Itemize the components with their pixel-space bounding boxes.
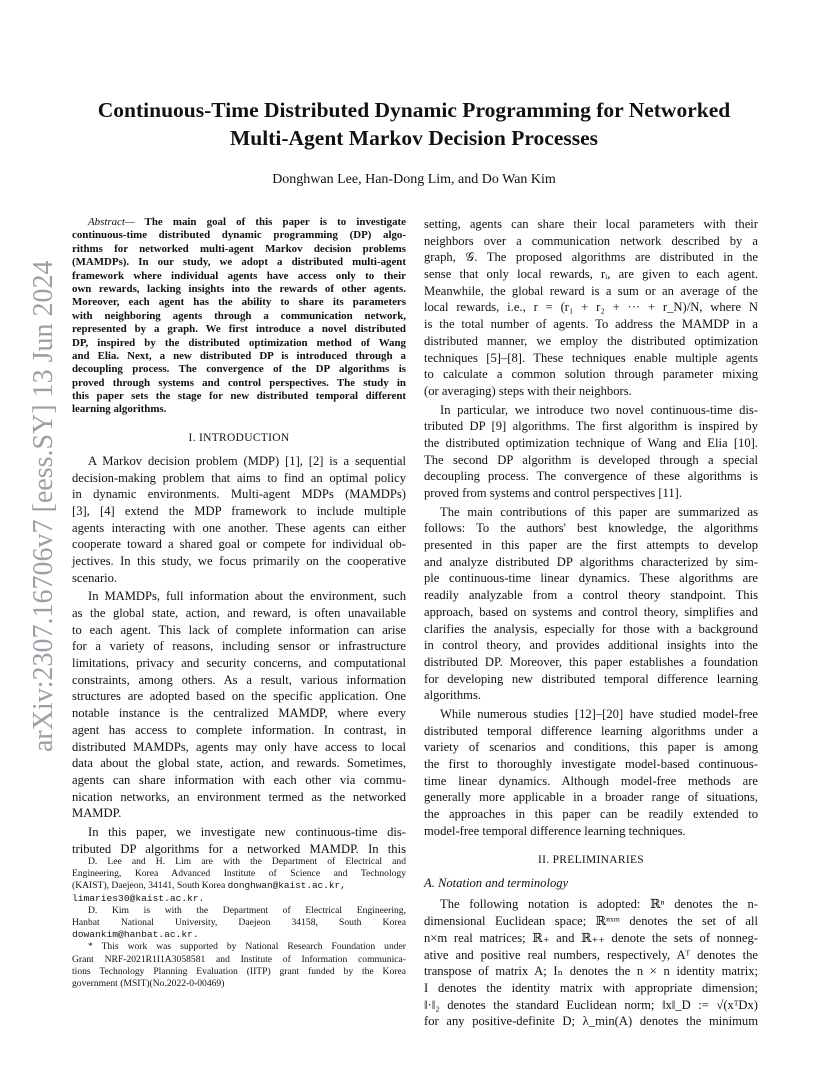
email-link[interactable]: limaries30@kaist.ac.kr.: [72, 892, 205, 904]
abstract-line: DP, inspired by the distributed optimization method of Wang: [72, 336, 406, 349]
text-line: variety of scenarios and conditions, this paper is among: [424, 740, 758, 755]
paragraph: [424, 504, 758, 704]
footnote-line: Grant NRF-2021R1I1A3058581 and Institute of Information communica-: [72, 953, 406, 965]
text-line: for any positive-definite D; λ_min(A) denotes the minimum: [424, 1014, 758, 1029]
text-line: distributed temporal difference learning algorithms under a: [424, 723, 758, 738]
text-line: readily analyzable from a control theory standpoint. This: [424, 588, 758, 603]
abstract-line: own rewards, lacking insights into the rewards of other agents.: [72, 282, 406, 295]
abstract-lead: Abstract—: [88, 216, 135, 228]
arxiv-stamp: [18, 240, 62, 760]
text-line: The main contributions of this paper are summarized as: [440, 504, 758, 519]
text-line: time linear dynamics. Although model-free methods are: [424, 773, 758, 788]
text-line: agents can share information with each other via commu-: [72, 772, 406, 787]
text-line: In particular, we introduce two novel continuous-time dis-: [440, 402, 758, 417]
footnote-line: [72, 880, 406, 892]
text-line: Meanwhile, the global reward is a sum or an average of the: [424, 283, 758, 298]
text-line: notable instance is the centralized MAMDP, where every: [72, 706, 406, 721]
text-line: distributed manner, we employ the distributed optimization: [424, 333, 758, 348]
text-line: jectives. In this study, we focus primarily on the cooperative: [72, 553, 406, 568]
abstract-line: [72, 216, 406, 229]
abstract-line: represented by a graph. We first introduce a novel distributed: [72, 323, 406, 336]
text-line: generally more applicable in a broader range of situations,: [424, 790, 758, 805]
text-line: dimensional Euclidean space; ℝⁿˣᵐ denotes the set of all: [424, 914, 758, 929]
text-line: to each agent. This lack of complete information can arise: [72, 622, 406, 637]
text-line: proved from systems and control perspectives [11].: [424, 486, 682, 500]
text-line: decision-making problem that aims to find an optimal policy: [72, 470, 406, 485]
text-line: While numerous studies [12]–[20] have studied model-free: [440, 706, 758, 721]
text-line: is the total number of agents. To address the MAMDP in a: [424, 317, 758, 332]
paragraph: [72, 824, 406, 857]
text-line: MAMDP.: [72, 806, 122, 821]
abstract-text: The main goal of this paper is to investigate: [134, 216, 406, 228]
footnote-line: government (MSIT)(No.2022-0-00469): [72, 977, 225, 989]
abstract-line: this paper sets the stage for new distributed temporal different: [72, 390, 406, 403]
footnote-line: D. Kim is with the Department of Electrical Engineering,: [88, 904, 406, 916]
text-line: constraints, among others. As a result, various information: [72, 672, 406, 687]
footnote-line: * This work was supported by National Research Foundation under: [88, 941, 406, 953]
text-line: A Markov decision problem (MDP) [1], [2] is a sequential: [88, 453, 406, 468]
footnote-text: (KAIST), Daejeon, 34141, South Korea: [72, 880, 228, 892]
text-line: I denotes the identity matrix with appropriate dimension;: [424, 980, 758, 995]
text-line: ‖·‖₂ denotes the standard Euclidean norm; ‖x‖_D := √(xᵀDx): [424, 997, 758, 1012]
right-column: [424, 216, 758, 1030]
abstract-line: learning algorithms.: [72, 403, 167, 416]
paper-title: [60, 96, 768, 152]
paragraph: [424, 896, 758, 1030]
text-line: presented in this paper are the first attempts to develop: [424, 538, 758, 553]
email-link[interactable]: donghwan@kaist.ac.kr,: [227, 880, 346, 892]
paragraph: [72, 588, 406, 822]
text-line: (or averaging) steps with their neighbors.: [424, 383, 632, 398]
text-line: for developing new distributed temporal difference learning: [424, 671, 758, 686]
abstract-line: (MAMDPs). In our study, we adopt a distributed multi-agent: [72, 256, 406, 269]
footnote-line: D. Lee and H. Lim are with the Department of Electrical and: [88, 856, 406, 867]
section-heading-preliminaries: II. PRELIMINARIES: [537, 854, 645, 867]
text-line: data about the global state, action, and rewards. Sometimes,: [72, 756, 406, 771]
text-line: the approaches in this paper can be readily extended to: [424, 807, 758, 822]
paragraph: [424, 402, 758, 502]
text-line: scenario.: [72, 570, 118, 585]
section-heading-introduction: I. INTRODUCTION: [188, 431, 290, 444]
abstract-line: with neighboring agents through a communication network,: [72, 309, 406, 322]
text-line: nication networks, an environment termed as the networked: [72, 789, 406, 804]
footnote-line: Engineering, Korea Advanced Institute of Science and Technology: [72, 868, 406, 880]
title-line-1: Continuous-Time Distributed Dynamic Programming for Networked: [97, 98, 731, 122]
text-line: neighbors over a communication network described by a: [424, 233, 758, 248]
text-line: n×m real matrices; ℝ₊ and ℝ₊₊ denote the sets of nonneg-: [424, 930, 758, 945]
text-line: local rewards, i.e., r = (r₁ + r₂ + ··· + r_N)/N, where N: [424, 300, 758, 315]
footnotes: [72, 856, 406, 990]
abstract-line: Moreover, each agent has the ability to share its parameters: [72, 296, 406, 309]
footnote-line: tions Technology Planning Evaluation (IITP) grant funded by the Korea: [72, 965, 406, 977]
text-line: and analyze distributed DP algorithms characterized by sim-: [424, 554, 758, 569]
paragraph: [424, 706, 758, 840]
left-column: [72, 216, 406, 857]
abstract-line: framework where individual agents have access only to their: [72, 269, 406, 282]
text-line: agent has access to complete information. In contrast, in: [72, 722, 406, 737]
text-line: approach, based on systems and control theory, simplifies and: [424, 604, 758, 619]
text-line: distributed MAMDPs, agents may only have access to local: [72, 739, 406, 754]
text-line: for a variety of reasons, including sensor or infrastructure: [72, 639, 406, 654]
text-line: in control theory, and provides additional insights into the: [424, 638, 758, 653]
abstract-line: proved through systems and control perspectives. The study in: [72, 376, 406, 389]
arxiv-stamp-text: arXiv:2307.16706v7 [eess.SY] 13 Jun 2024: [28, 260, 59, 752]
text-line: The following notation is adopted: ℝⁿ denotes the n-: [440, 897, 758, 912]
text-line: algorithms.: [424, 688, 482, 703]
text-line: setting, agents can share their local parameters with their: [424, 217, 758, 231]
abstract-line: decoupling process. The convergence of the DP algorithms is: [72, 363, 406, 376]
text-line: transpose of matrix A; Iₙ denotes the n × n identity matrix;: [424, 964, 758, 979]
abstract-line: and Elia. Next, a new distributed DP is introduced through a: [72, 349, 406, 362]
abstract: [72, 216, 406, 417]
text-line: decoupling process. The convergence of these algorithms is: [424, 469, 758, 484]
text-line: model-free temporal difference learning techniques.: [424, 823, 686, 838]
text-line: distributed DP. Moreover, this paper establishes a foundation: [424, 654, 758, 669]
footnote-line: Hanbat National University, Daejeon 34158, South Korea: [72, 916, 406, 928]
text-line: In MAMDPs, full information about the environment, such: [88, 589, 406, 604]
text-line: to calculate a common solution through parameter mixing: [424, 367, 758, 382]
title-line-2: Multi-Agent Markov Decision Processes: [229, 126, 599, 150]
text-line: ative and positive real numbers, respectively, Aᵀ denotes the: [424, 947, 758, 962]
text-line: in dynamic environments. Multi-agent MDPs (MAMDPs): [72, 487, 406, 502]
abstract-line: continuous-time distributed dynamic programming (DP) algo-: [72, 229, 406, 242]
text-line: the first to thoroughly investigate model-based continuous-: [424, 757, 758, 771]
text-line: structures are adopted based on the specific application. One: [72, 689, 406, 704]
text-line: The second DP algorithm is developed through a special: [424, 452, 758, 467]
text-line: In this paper, we investigate new continuous-time dis-: [88, 824, 406, 839]
paragraph: [424, 216, 758, 400]
text-line: limitations, privacy and security concerns, and computational: [72, 656, 406, 671]
text-line: cooperate toward a shared goal or compete for individual ob-: [72, 537, 406, 552]
text-line: ple continuous-time linear dynamics. These algorithms are: [424, 571, 758, 586]
text-line: tributed DP algorithms for a networked MAMDP. In this: [72, 841, 406, 856]
text-line: follows: To the authors' best knowledge, the algorithms: [424, 521, 758, 536]
author-list: Donghwan Lee, Han-Dong Lim, and Do Wan Kim: [272, 172, 556, 187]
subsection-heading-notation: A. Notation and terminology: [424, 876, 569, 891]
text-line: sense that only local rewards, rᵢ, are given to each agent.: [424, 267, 758, 282]
text-line: [3], [4] extend the MDP framework to include multiple: [72, 503, 406, 518]
text-line: agents interacting with one another. These agents can either: [72, 520, 406, 535]
text-line: as the global state, action, and reward, is often unavailable: [72, 606, 406, 621]
text-line: tributed DP [9] algorithms. The first algorithm is inspired by: [424, 419, 758, 434]
paragraph: [72, 453, 406, 587]
text-line: the distributed optimization technique of Wang and Elia [10].: [424, 435, 758, 450]
text-line: clarifies the analysis, especially for those with a background: [424, 621, 758, 636]
abstract-line: rithms for networked multi-agent Markov decision problems: [72, 242, 406, 255]
text-line: graph, 𝒢. The proposed algorithms are distributed in the: [424, 250, 758, 265]
text-line: techniques [5]–[8]. These techniques enable multiple agents: [424, 350, 758, 365]
email-link[interactable]: dowankim@hanbat.ac.kr.: [72, 929, 199, 941]
